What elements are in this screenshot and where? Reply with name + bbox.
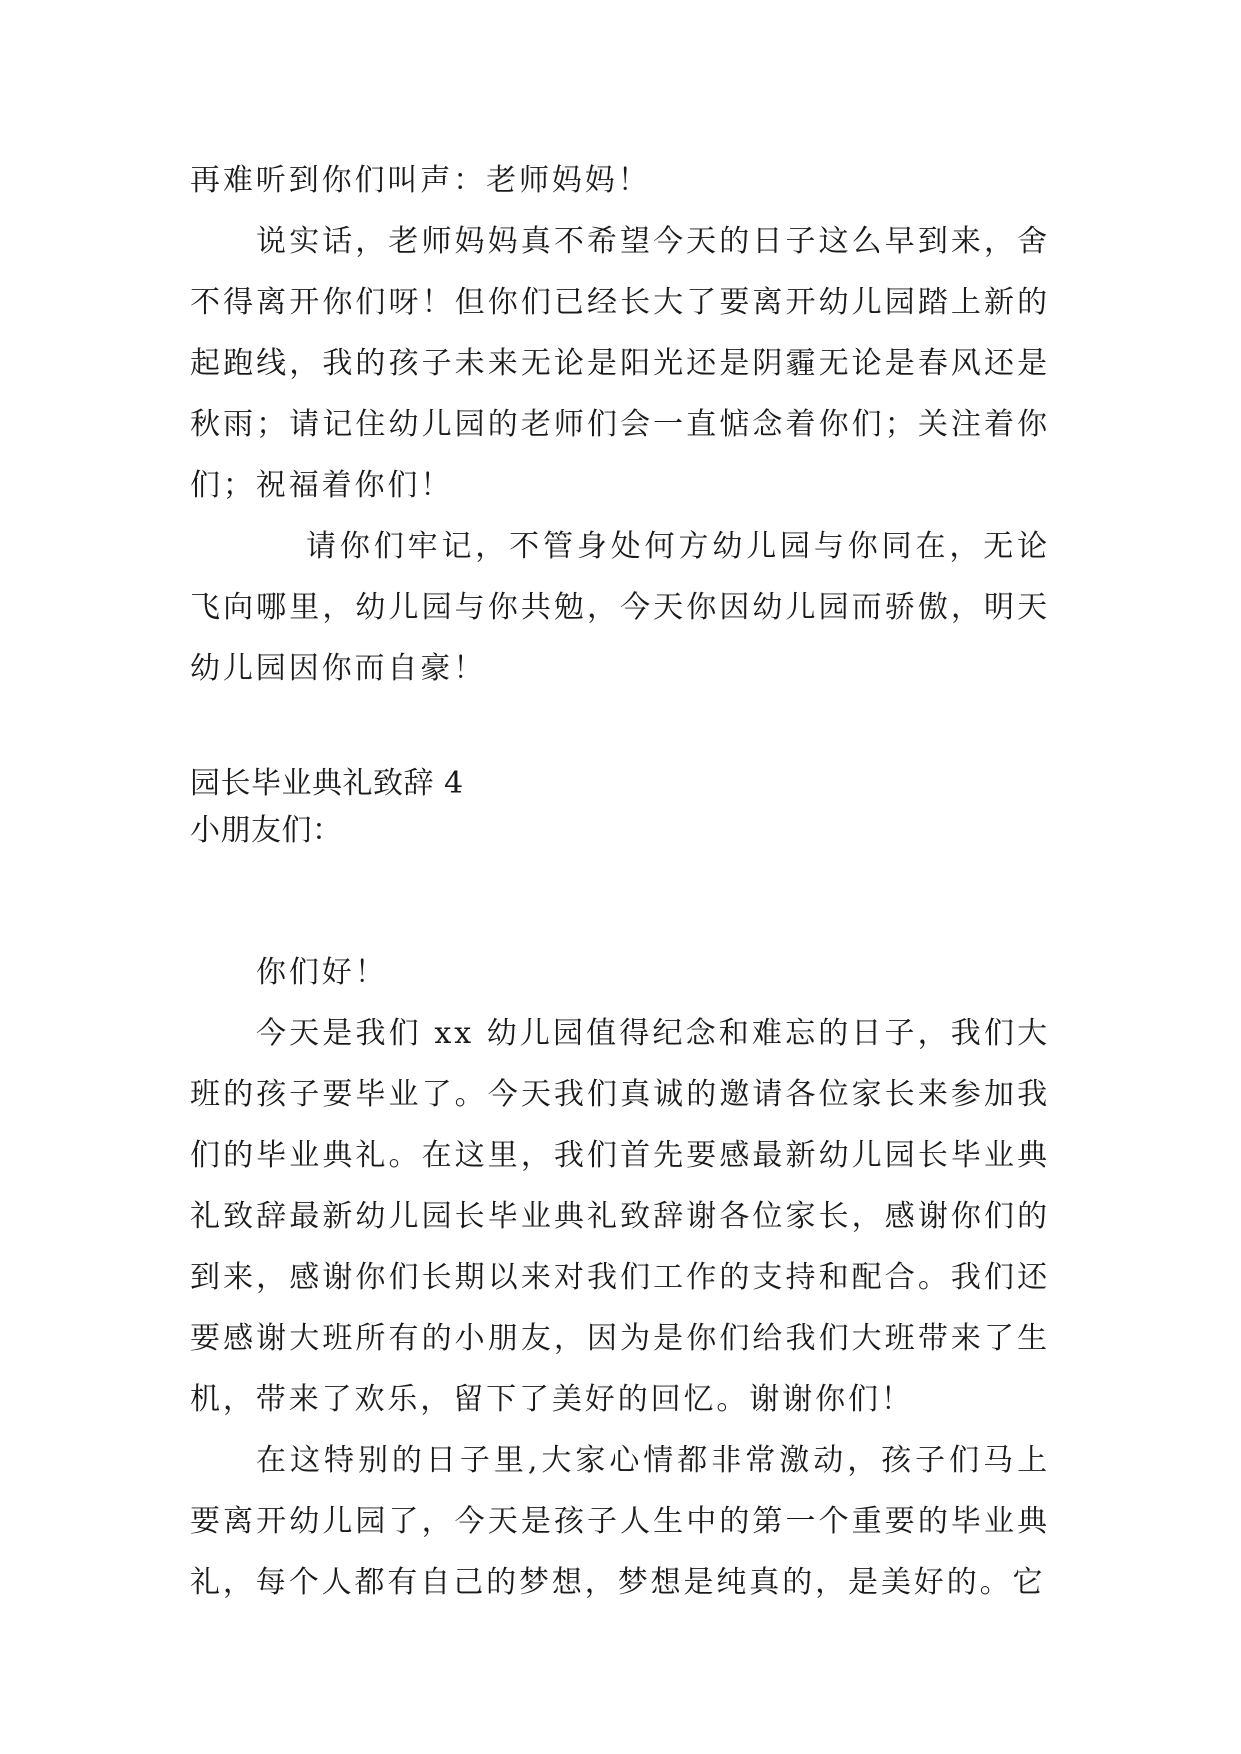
document-body xyxy=(190,150,1050,1613)
blank-line xyxy=(190,699,1050,760)
paragraph-special-day: 在这特别的日子里,大家心情都非常激动，孩子们马上要离开幼儿园了，今天是孩子人生中的第一个重要的毕业典礼，每个人都有自己的梦想，梦想是纯真的，是美好的。它 xyxy=(190,1443,1050,1600)
blank-line xyxy=(190,854,1050,942)
paragraph-greeting: 你们好！ xyxy=(256,955,388,990)
paragraph-remember: 请你们牢记，不管身处何方幼儿园与你同在，无论飞向哪里，幼儿园与你共勉，今天你因幼儿园而骄傲，明天幼儿园因你而自豪！ xyxy=(190,529,1050,686)
salutation: 小朋友们： xyxy=(190,813,343,848)
section-title: 园长毕业典礼致辞 4 xyxy=(190,766,464,801)
paragraph-continuation: 再难听到你们叫声：老师妈妈！ xyxy=(190,163,651,198)
paragraph-honestly: 说实话，老师妈妈真不希望今天的日子这么早到来，舍不得离开你们呀！但你们已经长大了要离开幼儿园踏上新的起跑线，我的孩子未来无论是阳光还是阴霾无论是春风还是秋雨；请记住幼儿园的老师们会一直惦念着你们；关注着你们；祝福着你们！ xyxy=(190,224,1050,503)
paragraph-today: 今天是我们 xx 幼儿园值得纪念和难忘的日子，我们大班的孩子要毕业了。今天我们真诚的邀请各位家长来参加我们的毕业典礼。在这里，我们首先要感最新幼儿园长毕业典礼致辞最新幼儿园长毕业典礼致辞谢各位家长，感谢你们的到来，感谢你们长期以来对我们工作的支持和配合。我们还要感谢大班所有的小朋友，因为是你们给我们大班带来了生机，带来了欢乐，留下了美好的回忆。谢谢你们！ xyxy=(190,1016,1050,1417)
